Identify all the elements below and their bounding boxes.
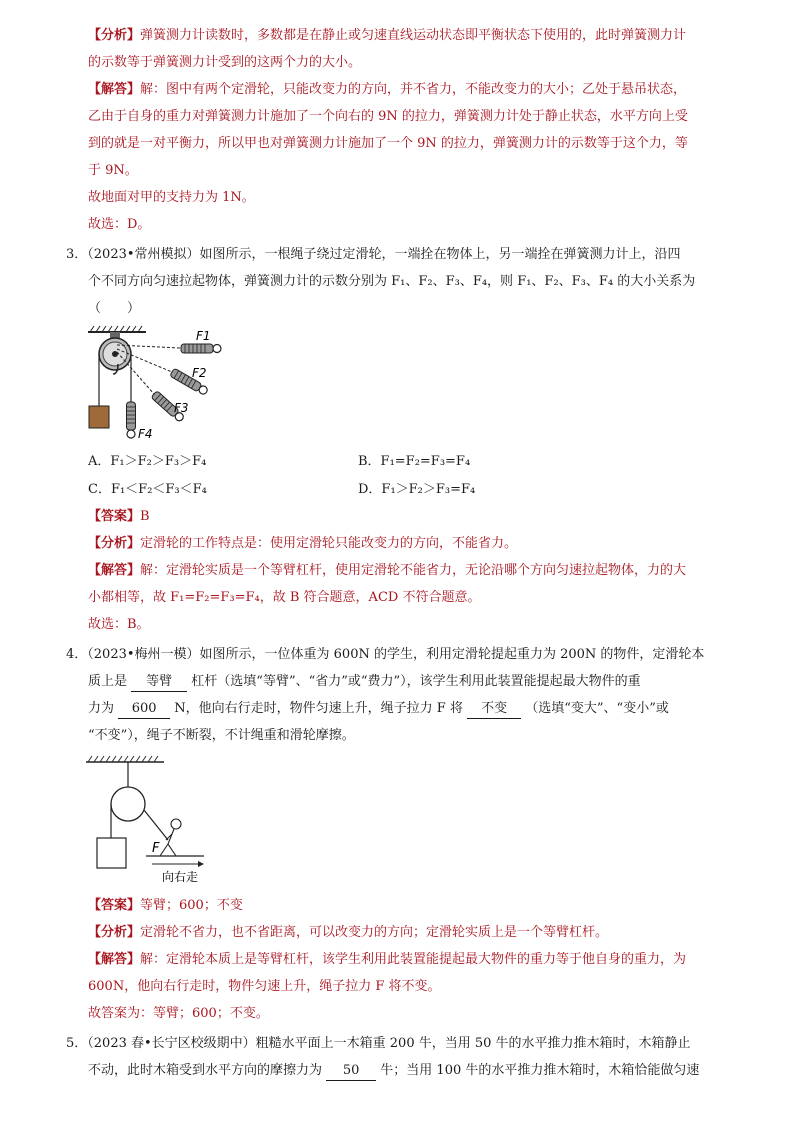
q2-solution-line-1: [88, 80, 686, 100]
q3-stem-line-2: 个不同方向匀速拉起物体，弹簧测力计的示数分别为 F₁、F₂、F₃、F₄，则 F₁、F₂、F₃、F₄ 的大小关系为: [88, 274, 696, 289]
q2-choice: 故选：D。: [88, 217, 151, 232]
q4-pulley-figure: [86, 752, 216, 888]
q3-pulley-figure: [84, 324, 234, 446]
q5-blank-1: 50: [326, 1062, 376, 1081]
solution-tag: 【解答】: [88, 563, 141, 578]
q4-stem-2b: 杠杆（选填“等臂”、“省力”或“费力”），该学生利用此装置能提起最大物件的重: [191, 674, 641, 689]
q4-stem-line-2: [88, 672, 641, 692]
q5-stem-2b: 牛；当用 100 牛的水平推力推木箱时，木箱恰能做匀速: [380, 1063, 700, 1078]
q4-blank-2: 600: [118, 700, 170, 719]
q4-blank-3: 不变: [467, 700, 521, 719]
q5-stem-line-1: 5．（2023 春•长宁区校级期中）粗糙水平面上一木箱重 200 牛，当用 50 牛的水平推力推木箱时，木箱静止: [66, 1036, 691, 1051]
q4-answer-line: [88, 896, 243, 916]
q4-solution-line-2: 600N，他向右行走时，物件匀速上升，绳子拉力 F 将不变。: [88, 979, 441, 994]
analysis-tag: 【分析】: [88, 28, 141, 43]
label-f4: F4: [138, 427, 153, 441]
q3-option-c: C．F₁＜F₂＜F₃＜F₄: [88, 482, 207, 497]
analysis-tag: 【分析】: [88, 925, 141, 940]
q5-stem-line-2: [88, 1061, 699, 1081]
q3-answer: B: [140, 509, 150, 524]
q2-solution-line-2: 乙由于自身的重力对弹簧测力计施加了一个向右的 9N 的拉力，弹簧测力计处于静止状态，水平方向上受: [88, 109, 688, 124]
q4-final-answer: 故答案为：等臂；600；不变。: [88, 1006, 269, 1021]
q3-stem-line-3: （ ）: [88, 301, 141, 316]
q4-stem-3b: N，他向右行走时，物件匀速上升，绳子拉力 F 将: [174, 701, 463, 716]
q2-analysis-line-1: [88, 26, 686, 46]
q3-solution-text-1: 解：定滑轮实质是一个等臂杠杆，使用定滑轮不能省力，无论沿哪个方向匀速拉起物体，力的大: [140, 563, 687, 578]
analysis-tag: 【分析】: [88, 536, 141, 551]
label-walk-right: 向右走: [162, 870, 199, 884]
q2-solution-line-3: 到的就是一对平衡力，所以甲也对弹簧测力计施加了一个 9N 的拉力，弹簧测力计的示数等于这个力，等: [88, 136, 688, 151]
q5-stem-2a: 不动，此时木箱受到水平方向的摩擦力为: [88, 1063, 323, 1078]
q3-choice: 故选：B。: [88, 617, 150, 632]
answer-tag: 【答案】: [88, 509, 141, 524]
q4-stem-line-4: “不变”），绳子不断裂，不计绳重和滑轮摩擦。: [88, 728, 355, 743]
solution-tag: 【解答】: [88, 82, 141, 97]
q3-answer-line: [88, 507, 150, 527]
q3-stem-line-1: 3．（2023•常州模拟）如图所示，一根绳子绕过定滑轮，一端拴在物体上，另一端拴在弹簧测力计上，沿四: [66, 247, 681, 262]
q3-analysis-line: [88, 534, 517, 554]
q4-stem-line-1: 4．（2023•梅州一模）如图所示，一位体重为 600N 的学生，利用定滑轮提起重力为 200N 的物件，定滑轮本: [66, 647, 705, 662]
spring-scale-f4: [127, 402, 136, 438]
q3-solution-line-2: 小都相等，故 F₁=F₂=F₃=F₄，故 B 符合题意，ACD 不符合题意。: [88, 590, 481, 605]
q3-analysis-text: 定滑轮的工作特点是：使用定滑轮只能改变力的方向，不能省力。: [140, 536, 518, 551]
q4-analysis-text: 定滑轮不省力，也不省距离，可以改变力的方向；定滑轮实质上是一个等臂杠杆。: [140, 925, 609, 940]
label-f1: F1: [196, 329, 211, 343]
answer-tag: 【答案】: [88, 898, 141, 913]
q3-option-a: A．F₁＞F₂＞F₃＞F₄: [88, 454, 207, 469]
q3-solution-line-1: [88, 561, 686, 581]
q4-stem-line-3: [88, 699, 669, 719]
q4-answer: 等臂；600；不变: [140, 898, 243, 913]
q4-solution-line-1: [88, 950, 686, 970]
q4-stem-2a: 质上是: [88, 674, 128, 689]
q2-solution-line-5: 故地面对甲的支持力为 1N。: [88, 190, 255, 205]
label-f3: F3: [174, 401, 189, 415]
q2-solution-line-4: 于 9N。: [88, 163, 138, 178]
solution-tag: 【解答】: [88, 952, 141, 967]
q4-stem-3c: （选填“变大”、“变小”或: [525, 701, 669, 716]
q2-analysis-line-2: 的示数等于弹簧测力计受到的这两个力的大小。: [88, 55, 362, 70]
q4-blank-1: 等臂: [131, 673, 187, 692]
q4-solution-text-1: 解：定滑轮本质上是等臂杠杆，该学生利用此装置能提起最大物件的重力等于他自身的重力，为: [140, 952, 687, 967]
q2-solution-text-1: 解：图中有两个定滑轮，只能改变力的方向，并不省力，不能改变力的大小；乙处于悬吊状态，: [140, 82, 687, 97]
label-f2: F2: [192, 366, 207, 380]
q3-option-b: B．F₁=F₂=F₃=F₄: [358, 454, 471, 469]
q3-option-d: D．F₁＞F₂＞F₃=F₄: [358, 482, 476, 497]
q2-analysis-text-1: 弹簧测力计读数时，多数都是在静止或匀速直线运动状态即平衡状态下使用的，此时弹簧测力计: [140, 28, 687, 43]
spring-scale-f1: [181, 344, 221, 353]
label-f: F: [152, 841, 160, 856]
q4-stem-3a: 力为: [88, 701, 115, 716]
q4-analysis-line: [88, 923, 608, 943]
